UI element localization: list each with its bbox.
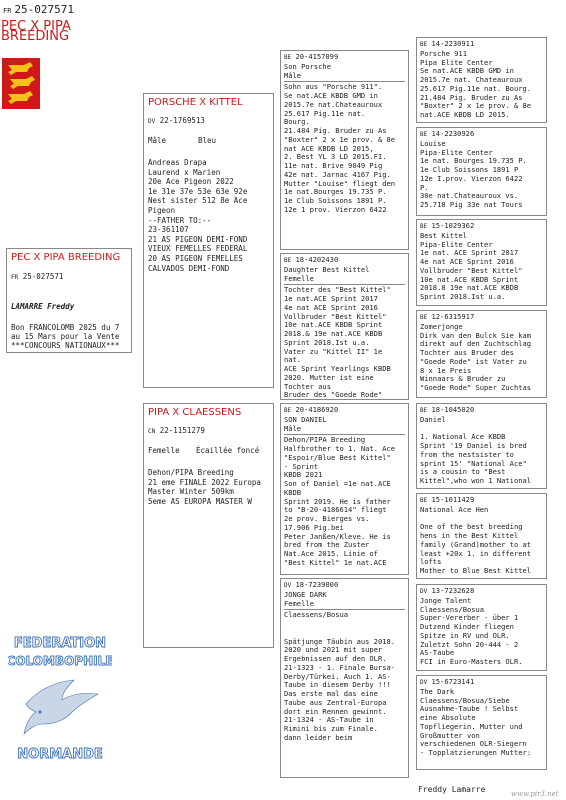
gen3-card-2: [280, 253, 409, 400]
gen4-7-ring-number: 13-7232628: [431, 586, 475, 595]
dam-ring-number: 22-1151279: [159, 426, 205, 435]
logo-line1: FEDERATION: [13, 636, 107, 651]
gen4-5-text: Daniel 1. National Ace KBDB Sprint '19 Daniel is bred from the nestsister to sprint 15' "National Ace" is a cousin to "Best Kittel",who won 1 National: [420, 414, 532, 485]
gen3-1-sex: Mâle: [284, 72, 405, 83]
logo-line3: NORMANDE: [17, 747, 103, 762]
gen3-2-text: Tochter des "Best Kittel" 1e nat.ACE Sprint 2017 4e nat ACE Sprint 2016 Vollbruder "Best Kittel" 10e nat.ACE KBDB Sprint 2018.& 19e nat.ACE KBDB Sprint 2018.Ist u.a. Vater zu "Kittel II" 1e nat. ACE Sprint Yearlings KBDB 2020. Mutter ist eine Tochter aus Bruder des "Goede Rode": [284, 285, 391, 400]
gen4-8-country: DV: [420, 679, 428, 686]
gen3-4-sex: Femelle: [284, 600, 405, 611]
gen3-3-ring-number: 20-4186920: [295, 405, 339, 414]
gen3-3-country: BE: [284, 407, 292, 414]
gen4-1-country: BE: [420, 41, 428, 48]
footer-website: www.pir3.net: [511, 790, 559, 798]
gen3-1-text: Sohn aus "Porsche 911". Se nat.ACE KBDB GMD in 2015.7e nat.Chateauroux 25.617 Pig.11e nat. Bourg. 21.484 Pig. Bruder zu As "Boxter" 2 x 1e prov. & 8e nat ACE KBDB LD 2015, 2. Best YL 3 LD 2015.FI. 11e nat. Brive 9049 Pig 42e nat. Jarnac 4167 Pig. Mutter "Louise" fliegt den 1e nat.Bourges 19.735 P. 1e Club Soissons 1891 P. 12e 1 prov. Vierzon 6422: [284, 82, 396, 214]
sire-country: DV: [148, 118, 156, 125]
gen4-7-country: DV: [420, 588, 428, 595]
subject-title: PEC X PIPA BREEDING: [11, 252, 121, 263]
header-title: PEC X PIPA BREEDING: [1, 19, 71, 44]
gen3-4-text: Claessens/Bosua Spätjunge Täubin aus 2018. 2020 und 2021 mit super Ergebnissen auf den OLR. 21-1323 - 1. Finale Bursa- Derby/Türkei. Auch 1. AS- Taube in diesem Derby !!! Das erste mal das eine Taube aus Zentral-Europa dort ein Rennen gewinnt. 21-1324 - AS-Taube in Rimini bis zum Finale. dann leider beim: [284, 610, 396, 742]
gen3-2-sex: Femelle: [284, 275, 405, 286]
gen3-card-1: [280, 50, 409, 250]
gen4-5-ring-number: 18-1045020: [431, 405, 475, 414]
gen4-card-7: [416, 584, 547, 671]
gen3-1-country: BE: [284, 54, 292, 61]
gen4-2-text: Louise Pipa-Elite Center 1e nat. Bourges 19.735 P. 1e Club Soissons 1891 P 12e I.prov. Vierzon 6422 P. 30e nat.Chateauroux vs. 25.718 Pig 33e nat Tours: [420, 138, 527, 209]
gen3-1-ring-number: 20-4157099: [295, 52, 339, 61]
header-country: FR: [3, 7, 12, 15]
gen3-4-name: JONGE DARK: [284, 589, 327, 599]
subject-owner: LAMARRE Freddy: [11, 302, 75, 311]
gen4-3-text: Best Kittel Pipa-Elite Center 1e nat. ACE Sprint 2017 4e nat ACE Sprint 2016 Vollbruder "Best Kittel" 10e nat.ACE KBDB Sprint 2018.8 19e nat.ACE KBDB Sprint 2018.Ist u.a.: [420, 230, 523, 301]
sire-sex-color: [144, 125, 273, 145]
federation-logo: [8, 632, 112, 764]
gen4-1-ring-number: 14-2230911: [431, 39, 475, 48]
gen3-card-3: [280, 403, 409, 575]
dam-card: [143, 403, 274, 648]
gen3-2-ring-number: 18-4202430: [295, 255, 339, 264]
gen4-8-text: The Dark Claessens/Bosua/Siebe Ausnahme-Taube ! Selbst eine Absolute Topfliegerin. Mutter und Großmutter von verschiedenen OLR-Siegern - Topplatzierungen Mutter:: [420, 686, 532, 757]
logo-line2: COLOMBOPHILE: [8, 654, 112, 668]
gen3-3-name: SON DANIEL: [284, 414, 327, 424]
header-ring: [3, 3, 74, 18]
gen4-card-6: [416, 493, 547, 579]
gen4-card-3: [416, 219, 547, 306]
normandy-lions-flag-icon: [2, 58, 40, 109]
dam-color: Écaillée foncé: [196, 446, 260, 455]
gen3-2-country: BE: [284, 257, 292, 264]
gen4-4-country: BE: [420, 314, 428, 321]
subject-card: [6, 248, 132, 353]
gen4-card-1: [416, 37, 547, 123]
gen4-4-text: Zomerjonge Dirk van den Bulck Sie kam direkt auf den Zuchtschlag Tochter aus Bruder des "Goede Rode" ist Vater zu 8 x 1e Preis Winnaars & Bruder zu "Goede Rode" Super Zuchtas: [420, 321, 532, 392]
subject-note: Bon FRANCOLOMB 2025 du 7 au 15 Mars pour la Vente ***CONCOURS NATIONAUX***: [11, 323, 120, 350]
gen3-1-name: Son Porsche: [284, 61, 331, 71]
subject-ring-number: 25-027571: [22, 272, 64, 281]
subject-ring: [7, 263, 131, 281]
footer-breeder: Freddy Lamarre: [418, 785, 486, 794]
gen4-5-country: BE: [420, 407, 428, 414]
dam-country: CN: [148, 428, 156, 435]
gen3-3-sex: Mâle: [284, 425, 405, 436]
dam-ring: [144, 418, 273, 435]
header-ring-number: 25-027571: [14, 3, 75, 16]
gen4-4-ring-number: 12-6315917: [431, 312, 475, 321]
sire-sex: Mâle: [148, 136, 167, 145]
gen3-card-4: [280, 578, 409, 778]
gen3-4-ring-number: 18-7239000: [295, 580, 339, 589]
sire-title: PORSCHE X KITTEL: [148, 97, 243, 108]
gen4-card-5: [416, 403, 547, 489]
gen4-6-text: National Ace Hen One of the best breeding hens in the Best Kittel family (Grand)mother to at least +20x 1. in different lofts Mother to Blue Best Kittel: [420, 504, 532, 575]
gen4-3-ring-number: 15-1029362: [431, 221, 475, 230]
gen3-2-name: Daughter Best Kittel: [284, 264, 370, 274]
gen4-6-ring-number: 15-1011429: [431, 495, 475, 504]
gen4-card-2: [416, 127, 547, 216]
dam-text: Dehon/PIPA Breeding 21 eme FINALE 2022 Europa Master Winter 509km 5eme AS EUROPA MASTER W: [148, 468, 261, 506]
dam-title: PIPA X CLAESSENS: [148, 407, 242, 418]
gen4-6-country: BE: [420, 497, 428, 504]
gen3-4-country: DV: [284, 582, 292, 589]
gen4-card-8: [416, 675, 547, 770]
gen4-card-4: [416, 310, 547, 398]
gen4-3-country: BE: [420, 223, 428, 230]
gen4-2-ring-number: 14-2230926: [431, 129, 475, 138]
gen4-7-text: Jonge Talent Claessens/Bosua Super-Vererber - über 1 Dutzend Kinder fliegen Spitze in RV und OLR. Zuletzt Sohn 20-444 - 2 AS-Taube FCI in Euro-Masters OLR.: [420, 595, 523, 666]
gen4-2-country: BE: [420, 131, 428, 138]
sire-text: Andreas Drapa Laurend x Marien 20e Ace Pigeon 2022 1e 31e 37e 53e 63e 92e Nest sister 512 8e Ace Pigeon --FATHER TO:-- 23-361107 21 AS PIGEON DEMI-FOND VIEUX FEMELLES FEDERAL 20 AS PIGEON FEMELLES CALVADOS DEMI-FOND: [148, 158, 248, 273]
sire-ring: [144, 108, 273, 125]
subject-country: FR: [11, 274, 19, 281]
sire-card: [143, 93, 274, 388]
sire-ring-number: 22-1769513: [159, 116, 205, 125]
pigeon-logo-icon: [24, 680, 98, 734]
dam-sex-color: [144, 435, 273, 455]
gen3-3-text: Dehon/PIPA Breeding Halfbrother to 1. Nat. Ace "Espoir/Blue Best Kittel" - Sprint KBDB 2021 Son of Daniel =1e nat.ACE KBDB Sprint 2019. He is father to "B-20-4186614" fliegt 2e prov. Bierges vs. 17.906 Pig.bei Peter Janßen/Kleve. He is bred from the Zuster Nat.Ace 2015. Linie of "Best Kittel" 1e nat.ACE: [284, 435, 396, 567]
sire-color: Bleu: [198, 136, 217, 145]
gen4-8-ring-number: 15-6723141: [431, 677, 475, 686]
gen4-1-text: Porsche 911 Pipa Elite Center Se nat.ACE KBDB GMD in 2015.7e nat. Chateauroux 25.617 Pig.11e nat. Bourg. 21.484 Pig. Bruder zu As "Boxter" 2 x 1e prov. & 8e nat.ACE KBDB LD 2015.: [420, 48, 532, 119]
dam-sex: Femelle: [148, 446, 180, 455]
